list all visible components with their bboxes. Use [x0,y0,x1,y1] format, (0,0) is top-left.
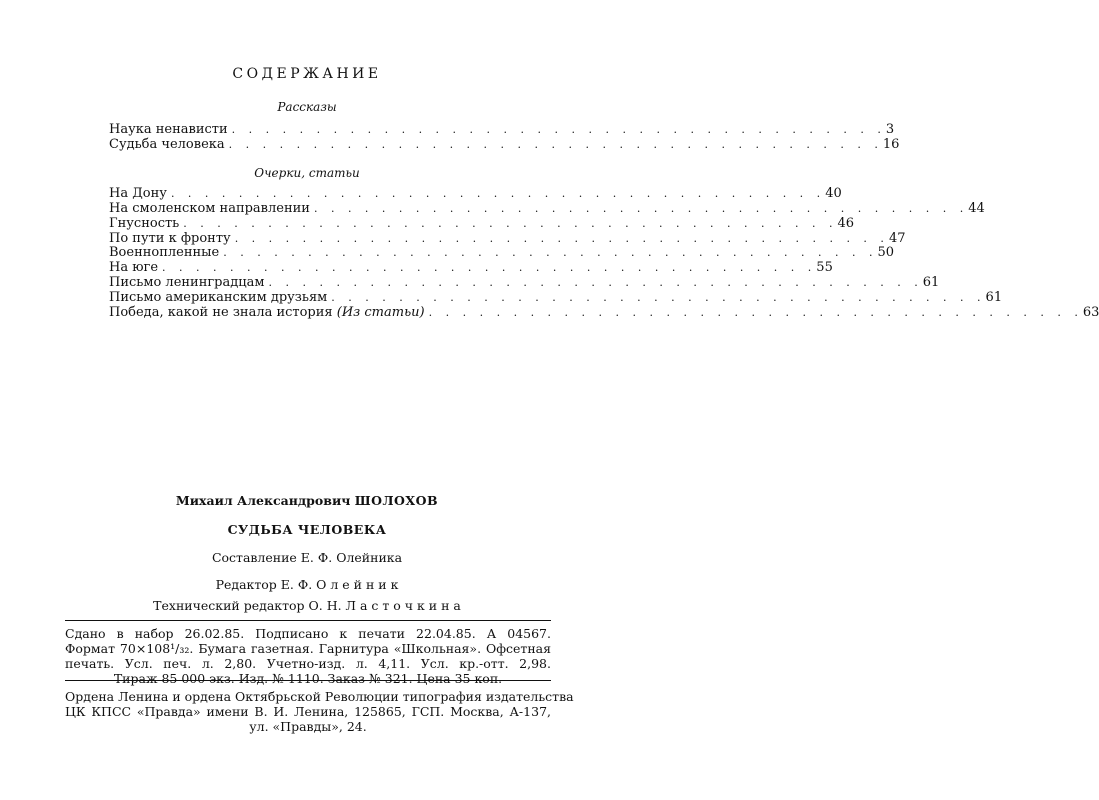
toc-entry-title: Письмо американским друзьям [109,290,328,305]
dot-leader: . . . . . . . . . . . . . . . . . . . . . . . . . . . . . . . . . . . . . . . [162,261,817,274]
section-heading-stories: Рассказы [277,100,337,114]
toc-entry-title-main: Победа, какой не знала история [109,305,333,320]
toc-entry-title: Наука ненависти [109,122,228,137]
toc-entry [109,245,895,260]
dot-leader: . . . . . . . . . . . . . . . . . . . . . . . . . . . . . . . . . . . . . . . [223,246,878,259]
dot-leader: . . . . . . . . . . . . . . . . . . . . . . . . . . . . . . . . . . . . . . . [313,202,969,215]
divider [65,680,551,681]
toc-entry [109,122,895,137]
dot-leader: . . . . . . . . . . . . . . . . . . . . . . . . . . . . . . . . . . . . . . . [234,232,889,245]
dot-leader: . . . . . . . . . . . . . . . . . . . . . . . . . . . . . . . . . . . . . . . [268,276,923,289]
book-title: СУДЬБА ЧЕЛОВЕКА [227,522,387,537]
printer-info [65,689,574,734]
dot-leader: . . . . . . . . . . . . . . . . . . . . . . . . . . . . . . . . . . . . . . . [170,187,826,200]
toc-entry [109,231,906,246]
printer-info-line: ул. «Правды», 24. [249,719,367,734]
dot-leader: . . . . . . . . . . . . . . . . . . . . . . . . . . . . . . . . . . . . . . . [231,123,886,136]
toc-entry-page: 44 [968,201,985,216]
author-name: Михаил Александрович [175,493,351,508]
dot-leader: . . . . . . . . . . . . . . . . . . . . . . . . . . . . . . . . . . . . . . . [228,138,883,151]
toc-entry-title: Военнопленные [109,245,220,260]
printer-info-line: Ордена Ленина и ордена Октябрьской Революции типография издательства [65,689,574,704]
toc-entry-page: 47 [888,231,906,246]
toc-entry-title-note: (Из статьи) [336,305,425,320]
toc-entry [109,216,855,231]
print-info-line: Тираж 85 000 экз. Изд. № 1110. Заказ № 321. Цена 35 коп. [113,671,503,686]
toc-entry-title: На юге [109,260,159,275]
toc-entry-title: Письмо ленинградцам [109,275,265,290]
print-info-line: Сдано в набор 26.02.85. Подписано к печати 22.04.85. А 04567. [65,626,551,641]
toc-entry-title: Гнусность [109,216,180,231]
dot-leader: . . . . . . . . . . . . . . . . . . . . . . . . . . . . . . . . . . . . . . . [331,291,986,304]
toc-entry-title: На Дону [109,186,167,201]
toc-entry-title [109,305,429,320]
divider [65,620,551,621]
tech-editor-credit: Технический редактор О. Н. Л а с т о ч к и н а [153,598,461,613]
toc-entry [109,260,833,275]
toc-entry-page: 40 [825,186,842,201]
toc-entry-page: 50 [877,245,895,260]
toc-entry-page: 63 [1082,305,1099,320]
print-info-line: печать. Усл. печ. л. 2,80. Учетно-изд. л. 4,11. Усл. кр.-отт. 2,98. [65,656,551,671]
toc-entry-page: 61 [922,275,940,290]
dot-leader: . . . . . . . . . . . . . . . . . . . . . . . . . . . . . . . . . . . . . . . [428,306,1083,319]
printer-info-line: ЦК КПСС «Правда» имени В. И. Ленина, 125865, ГСП. Москва, А-137, [65,704,551,719]
toc-entry-page: 16 [882,137,900,152]
toc-entry [109,137,900,152]
section-heading-essays: Очерки, статьи [254,166,360,180]
print-info [65,626,551,686]
toc-entry [109,275,940,290]
toc-entry-page: 3 [885,122,895,137]
author-line [0,493,614,508]
toc-entry [109,186,842,201]
print-info-line: Формат 70×108¹/₃₂. Бумага газетная. Гарнитура «Школьная». Офсетная [65,641,551,656]
toc-entry [109,305,1099,320]
toc-entry [109,290,1003,305]
toc-entry-page: 46 [837,216,855,231]
dot-leader: . . . . . . . . . . . . . . . . . . . . . . . . . . . . . . . . . . . . . . . [183,217,838,230]
toc-entry-page: 61 [985,290,1003,305]
toc-entry-title: На смоленском направлении [109,201,310,216]
toc-entry [109,201,985,216]
contents-title: СОДЕРЖАНИЕ [232,66,382,82]
toc-entry-title: По пути к фронту [109,231,231,246]
toc-entry-title: Судьба человека [109,137,225,152]
compiler-credit: Составление Е. Ф. Олейника [211,550,403,565]
toc-entry-page: 55 [816,260,833,275]
author-surname: ШОЛОХОВ [354,493,439,508]
editor-credit: Редактор Е. Ф. О л е й н и к [215,577,399,592]
